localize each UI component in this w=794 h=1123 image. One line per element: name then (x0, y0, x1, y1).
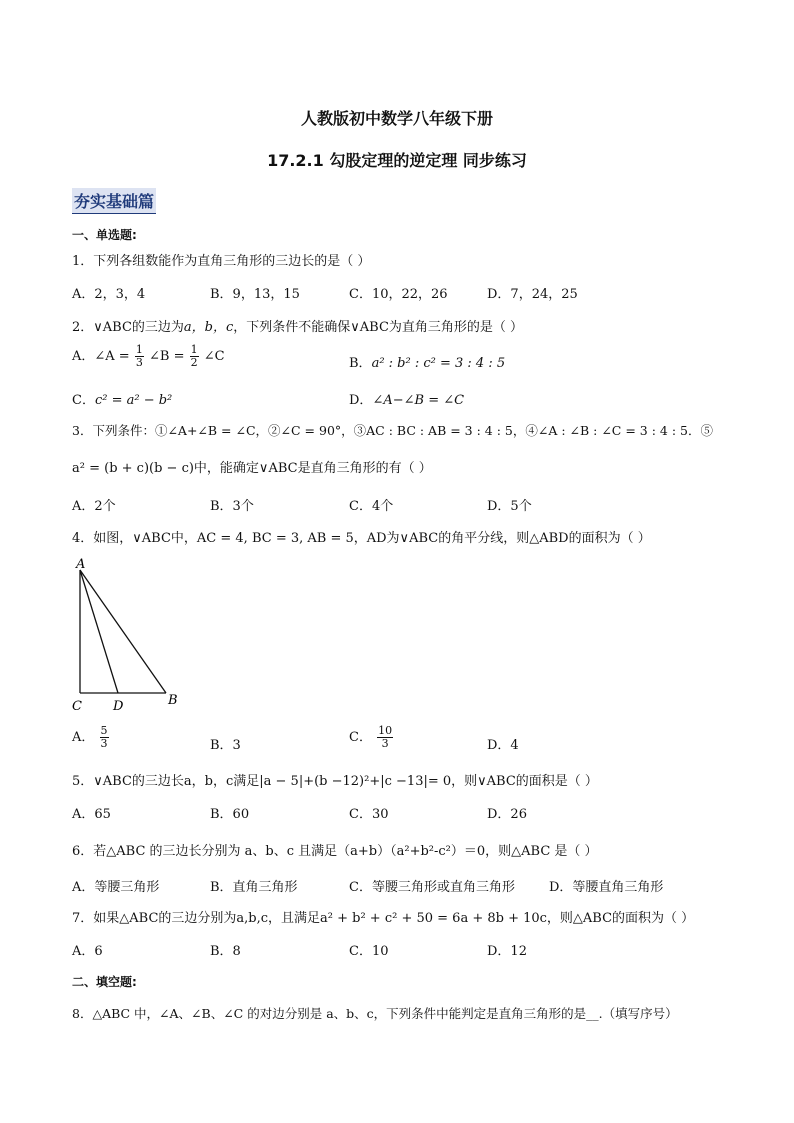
question-3-option-b: B．3个 (210, 499, 254, 514)
question-6-option-b: B．直角三角形 (210, 880, 298, 895)
question-5-option-d: D．26 (487, 807, 527, 822)
triangle-figure (66, 556, 196, 716)
question-8-stem: 8．△ABC 中，∠A、∠B、∠C 的对边分别是 a、b、c，下列条件中能判定是直角三角形的是__.（填写序号） (72, 1006, 678, 1021)
question-7-option-c: C．10 (349, 944, 389, 959)
question-7-option-a: A．6 (72, 944, 103, 959)
bisector-ad (80, 570, 118, 693)
question-4-option-d: D．4 (487, 738, 519, 753)
question-4-option-a: A． $\frac{5}{3}$ (72, 724, 108, 750)
question-1-stem: 1．下列各组数能作为直角三角形的三边长的是（ ） (72, 254, 371, 269)
question-1-option-d: D．7，24，25 (487, 287, 578, 302)
question-4-option-c: C． $\frac{10}{3}$ (349, 724, 393, 750)
question-2-stem: 2．∨ABC的三边为a，b，c，下列条件不能确保∨ABC为直角三角形的是（ ） (72, 320, 524, 335)
vertex-label-b: B (168, 693, 178, 708)
question-6-option-a: A．等腰三角形 (72, 880, 160, 895)
document-title: 人教版初中数学八年级下册 (300, 109, 493, 128)
part-heading-fill-blank: 二、填空题: (72, 975, 137, 989)
question-7-stem: 7．如果△ABC的三边分别为a,b,c，且满足a² + b² + c² + 50 = 6a + 8b + 10c，则△ABC的面积为（ ） (72, 911, 695, 926)
question-6-option-c: C．等腰三角形或直角三角形 (349, 880, 515, 895)
question-2-option-b: B．a² : b² : c² = 3 : 4 : 5 (349, 356, 506, 371)
question-2-option-a: A．∠A = $\frac{1}{3}$ ∠B = $\frac{1}{2}$ ∠C (72, 343, 225, 369)
question-3-option-c: C．4个 (349, 499, 394, 514)
question-6-stem: 6．若△ABC 的三边长分别为 a、b、c 且满足（a+b）（a²+b²-c²）＝0，则△ABC 是（ ） (72, 844, 598, 859)
part-heading-single-choice: 一、单选题: (72, 228, 137, 242)
question-3-option-a: A．2个 (72, 499, 116, 514)
question-5-option-b: B．60 (210, 807, 250, 822)
question-5-option-c: C．30 (349, 807, 389, 822)
question-1-option-b: B．9，13，15 (210, 287, 300, 302)
question-7-option-b: B．8 (210, 944, 241, 959)
question-3-stem-line-1: 3．下列条件：①∠A+∠B = ∠C，②∠C = 90°，③AC : BC : AB = 3 : 4 : 5，④∠A : ∠B : ∠C = 3 : 4 : 5．⑤ (72, 423, 713, 438)
section-heading: 夯实基础篇 (72, 188, 156, 214)
question-4-option-b: B．3 (210, 738, 241, 753)
question-5-option-a: A．65 (72, 807, 111, 822)
question-1-option-c: C．10，22，26 (349, 287, 448, 302)
question-6-option-d: D．等腰直角三角形 (549, 880, 664, 895)
question-3-stem-line-2: a² = (b + c)(b − c)中，能确定∨ABC是直角三角形的有（ ） (72, 461, 432, 476)
document-subtitle: 17.2.1 勾股定理的逆定理 同步练习 (267, 151, 527, 170)
question-2-option-d: D．∠A−∠B = ∠C (349, 393, 465, 408)
question-1-option-a: A．2，3，4 (72, 287, 146, 302)
question-3-option-d: D．5个 (487, 499, 532, 514)
question-2-option-c: C．c² = a² − b² (72, 393, 173, 408)
question-5-stem: 5．∨ABC的三边长a，b，c满足|a − 5|+(b −12)²+|c −13|= 0，则∨ABC的面积是（ ） (72, 774, 598, 789)
question-4-stem: 4．如图，∨ABC中，AC = 4, BC = 3, AB = 5，AD为∨ABC的角平分线，则△ABD的面积为（ ） (72, 531, 651, 546)
side-ab (80, 570, 166, 693)
vertex-label-c: C (72, 699, 82, 714)
question-7-option-d: D．12 (487, 944, 527, 959)
vertex-label-a: A (76, 557, 86, 572)
point-label-d: D (113, 699, 124, 714)
